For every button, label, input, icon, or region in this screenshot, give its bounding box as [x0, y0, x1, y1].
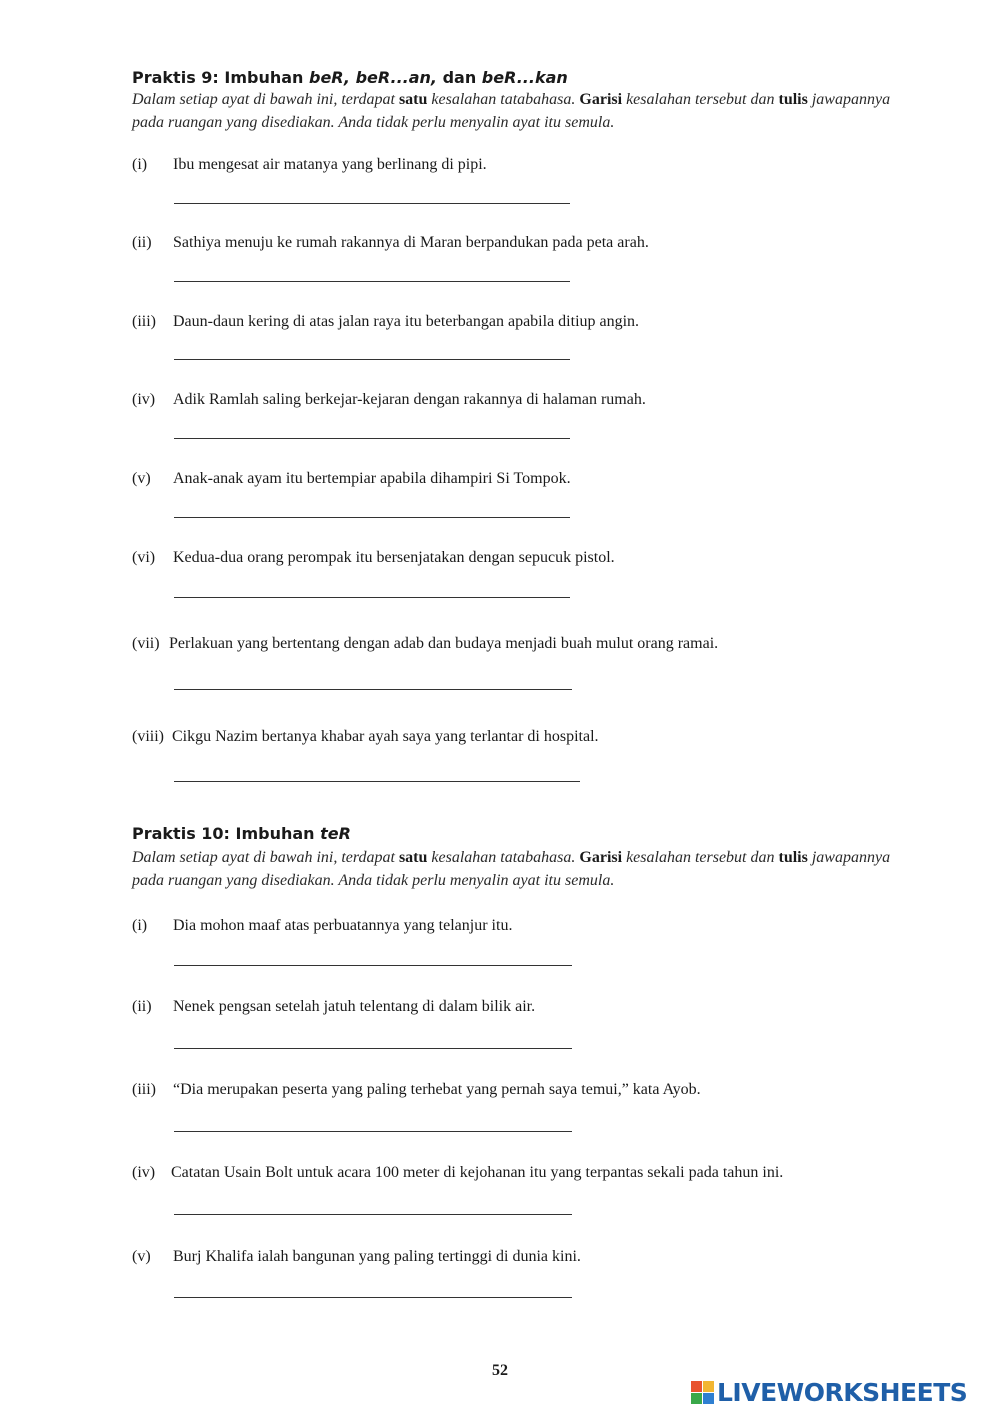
- question-text: Sathiya menuju ke rumah rakannya di Maran berpandukan pada peta arah.: [173, 234, 649, 251]
- logo-square: [703, 1393, 714, 1404]
- question-text: Anak-anak ayam itu bertempiar apabila dihampiri Si Tompok.: [173, 470, 571, 487]
- answer-line[interactable]: [174, 689, 572, 690]
- logo-square: [691, 1381, 702, 1392]
- answer-line[interactable]: [174, 517, 570, 518]
- question-text: Kedua-dua orang perompak itu bersenjatakan dengan sepucuk pistol.: [173, 549, 615, 566]
- question-text: Nenek pengsan setelah jatuh telentang di dalam bilik air.: [173, 998, 536, 1015]
- section-2-instructions: Dalam setiap ayat di bawah ini, terdapat satu kesalahan tatabahasa. Garisi kesalahan tersebut dan tulis jawapannya pada ruangan yang disediakan. Anda tidak perlu menyalin ayat itu semula.: [132, 849, 891, 889]
- question-text: Burj Khalifa ialah bangunan yang paling tertinggi di dunia kini.: [173, 1248, 581, 1265]
- question-number: (iv): [132, 391, 156, 408]
- question-number: (iii): [132, 1081, 156, 1098]
- question-number: (v): [132, 1248, 151, 1265]
- question-number: (vii): [132, 635, 160, 652]
- answer-line[interactable]: [174, 1214, 572, 1215]
- question-number: (viii): [132, 728, 164, 745]
- question-number: (ii): [132, 998, 152, 1015]
- question-number: (iv): [132, 1164, 156, 1181]
- question-text: Catatan Usain Bolt untuk acara 100 meter di kejohanan itu yang terpantas sekali pada tahun ini.: [171, 1164, 784, 1181]
- page-number: 52: [492, 1362, 508, 1379]
- answer-line[interactable]: [174, 597, 570, 598]
- question-text: Adik Ramlah saling berkejar-kejaran dengan rakannya di halaman rumah.: [173, 391, 646, 408]
- answer-line[interactable]: [174, 781, 580, 782]
- question-text: “Dia merupakan peserta yang paling terhebat yang pernah saya temui,” kata Ayob.: [173, 1081, 701, 1098]
- question-number: (i): [132, 156, 148, 173]
- answer-line[interactable]: [174, 965, 572, 966]
- question-number: (ii): [132, 234, 152, 251]
- question-text: Ibu mengesat air matanya yang berlinang di pipi.: [173, 156, 487, 173]
- question-number: (v): [132, 470, 151, 487]
- section-2-title: Praktis 10: Imbuhan teR: [132, 824, 351, 843]
- answer-line[interactable]: [174, 281, 570, 282]
- section-1-title: Praktis 9: Imbuhan beR, beR...an, dan beR...kan: [132, 68, 568, 87]
- question-text: Perlakuan yang bertentang dengan adab dan budaya menjadi buah mulut orang ramai.: [169, 635, 719, 652]
- liveworksheets-wordmark: LIVEWORKSHEETS: [717, 1377, 968, 1407]
- question-number: (iii): [132, 313, 156, 330]
- answer-line[interactable]: [174, 203, 570, 204]
- logo-square: [691, 1393, 702, 1404]
- answer-line[interactable]: [174, 438, 570, 439]
- question-text: Dia mohon maaf atas perbuatannya yang telanjur itu.: [173, 917, 513, 934]
- question-number: (i): [132, 917, 148, 934]
- answer-line[interactable]: [174, 1297, 572, 1298]
- answer-line[interactable]: [174, 1131, 572, 1132]
- logo-square: [703, 1381, 714, 1392]
- question-text: Daun-daun kering di atas jalan raya itu beterbangan apabila ditiup angin.: [173, 313, 640, 330]
- answer-line[interactable]: [174, 1048, 572, 1049]
- section-1-instructions: Dalam setiap ayat di bawah ini, terdapat satu kesalahan tatabahasa. Garisi kesalahan tersebut dan tulis jawapannya pada ruangan yang disediakan. Anda tidak perlu menyalin ayat itu semula.: [132, 91, 891, 131]
- answer-line[interactable]: [174, 359, 570, 360]
- question-text: Cikgu Nazim bertanya khabar ayah saya yang terlantar di hospital.: [172, 728, 599, 745]
- question-number: (vi): [132, 549, 156, 566]
- liveworksheets-logo-icon: [691, 1381, 714, 1404]
- liveworksheets-logo[interactable]: [691, 1378, 967, 1406]
